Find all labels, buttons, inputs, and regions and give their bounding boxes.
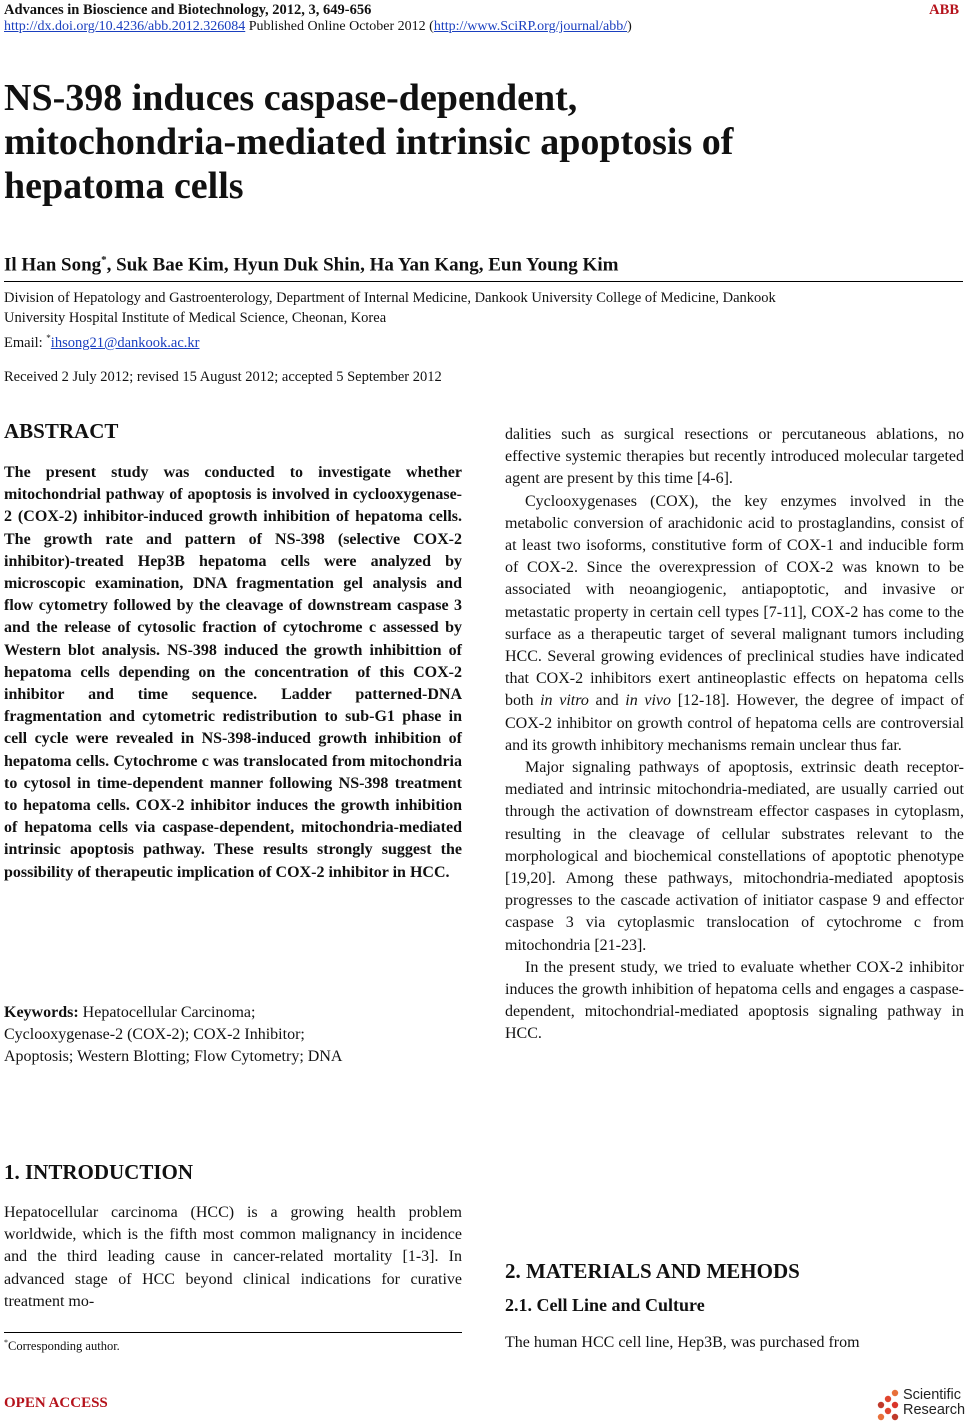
affiliation xyxy=(4,288,964,353)
keywords-label: Keywords: xyxy=(4,1004,79,1021)
abstract-text xyxy=(4,462,462,884)
title-line-1: NS-398 induces caspase-dependent, xyxy=(4,77,578,119)
abstract-paragraph: The present study was conducted to investigate whether mitochondrial pathway of apoptosis is involved in cyclooxygenase-2 (COX-2) inhibitor-induced growth inhibition of hepatoma cells. The growth rate and pattern of NS-398 (selective COX-2 inhibitor)-treated Hep3B hepatoma cells were analyzed by microscopic examination, DNA fragmentation gel analysis and flow cytometry followed by the cleavage of downstream caspase 3 and the release of cytosolic fraction of cytochrome c assessed by Western blot analysis. NS-398 induced the growth inhibittion of hepatoma cells depending on the concentration of this COX-2 inhibitor and time sequence. Ladder patterned-DNA fragmentation and cytometric redistribution to sub-G1 phase in cell cycle were revealed in NS-398-induced growth inhibition of hepatoma cells. Cytochrome c was translocated from mitochondria to cytosol in time-dependent manner following NS-398 treatment to hepatoma cells. COX-2 inhibitor induces the growth inhibition of hepatoma cells via caspase-dependent, mitochondria-mediated intrinsic apoptosis pathway. These results strongly suggest the possibility of therapeutic implication of COX-2 inhibitor in HCC. xyxy=(4,464,462,881)
intro-paragraph-3: Major signaling pathways of apoptosis, extrinsic death receptor-mediated and intrinsic mitochondria-mediated, are usually carried out through the activation of downstream effector caspases in cytoplasm, resulting in the cleavage of cellular substrates relevant to the morphological and biochemical constellations of apoptotic phenotype [19,20]. Among these pathways, mitochondria-mediated apoptosis progresses to the cascade activation of initiator caspase 9 and effector caspase 3 via cytoplasmic translocation of cytochrome c from mitochondria [21-23]. xyxy=(505,759,964,954)
footnote-rule xyxy=(4,1332,462,1333)
intro-paragraph-2: Cyclooxygenases (COX), the key enzymes involved in the metabolic conversion of arachidonic acid to prostaglandins, consist of at least two isoforms, constitutive form of COX-1 and inducible form of COX-2. Since the overexpression of COX-2 was known to be associated with neoangiogenic, antiapoptotic, and invasive or metastatic property in certain cell types [7-11], COX-2 has come to the surface as a therapeutic target of several malignant tumors including HCC. Several growing evidences of preclinical studies have indicated that COX-2 inhibitors exert antineoplastic effects on hepatoma cells both in vitro and in vivo [12-18]. However, the degree of impact of COX-2 inhibitor on growth control of hepatoma cells are controversial and its growth inhibitory mechanisms remain unclear thus far. xyxy=(505,492,965,754)
cell-line-text xyxy=(505,1332,964,1354)
email-link[interactable]: ihsong21@dankook.ac.kr xyxy=(50,334,200,351)
email-mark: * xyxy=(46,333,51,343)
in-vitro: in vitro xyxy=(540,692,589,710)
publisher-name: Scientific Research xyxy=(903,1387,966,1418)
footnote-text: Corresponding author. xyxy=(8,1339,120,1354)
first-author: Il Han Song xyxy=(4,254,102,276)
intro-paragraph-1-cont: dalities such as surgical resections or percutaneous ablations, no effective systemic therapies but recently introduced molecular targeted agent are present by this time [4-6]. xyxy=(505,426,964,488)
open-access-label: OPEN ACCESS xyxy=(4,1395,108,1411)
in-vivo: in vivo xyxy=(625,692,672,710)
journal-link[interactable]: http://www.SciRP.org/journal/abb/ xyxy=(433,19,628,34)
email-line xyxy=(4,328,964,353)
keywords-first: Hepatocellular Carcinoma; xyxy=(78,1004,256,1021)
affiliation-line-2: University Hospital Institute of Medical Science, Cheonan, Korea xyxy=(4,310,387,326)
paper-title xyxy=(4,76,954,208)
intro-heading: 1. INTRODUCTION xyxy=(4,1160,194,1184)
journal-abbr: ABB xyxy=(929,2,959,18)
published-text: Published Online October 2012 ( xyxy=(245,19,434,34)
author-list xyxy=(4,254,618,276)
keywords-line-3: Apoptosis; Western Blotting; Flow Cytometry; DNA xyxy=(4,1048,343,1066)
affiliation-line-1: Division of Hepatology and Gastroenterology, Department of Internal Medicine, Dankook University College of Medicine, Dankook xyxy=(4,290,776,306)
email-label: Email: xyxy=(4,334,47,351)
intro-right xyxy=(505,424,964,1046)
author-rule xyxy=(4,281,963,282)
abstract-heading: ABSTRACT xyxy=(4,419,119,443)
title-line-3: hepatoma cells xyxy=(4,165,244,207)
journal-header: Advances in Bioscience and Biotechnology, 2012, 3, 649-656 xyxy=(4,2,372,18)
keywords-line-2: Cyclooxygenase-2 (COX-2); COX-2 Inhibitor; xyxy=(4,1026,305,1044)
intro-left xyxy=(4,1202,462,1313)
publisher-logo-icon xyxy=(875,1387,901,1421)
close-paren: ) xyxy=(627,19,632,34)
publisher-logo xyxy=(875,1387,965,1423)
corresponding-mark: * xyxy=(101,254,107,266)
footnote xyxy=(4,1338,120,1354)
keywords-line-1 xyxy=(4,1002,462,1024)
keywords xyxy=(4,1002,462,1069)
other-authors: , Suk Bae Kim, Hyun Duk Shin, Ha Yan Kang, Eun Young Kim xyxy=(106,254,619,276)
intro-paragraph-4: In the present study, we tried to evaluate whether COX-2 inhibitor induces the growth inhibition of hepatoma cells and engages a caspase-dependent, mitochondrial-mediated apoptosis signaling pathway in HCC. xyxy=(505,958,964,1043)
title-line-2: mitochondria-mediated intrinsic apoptosis of xyxy=(4,121,734,163)
doi-link[interactable]: http://dx.doi.org/10.4236/abb.2012.326084 xyxy=(4,19,246,34)
received-dates: Received 2 July 2012; revised 15 August 2012; accepted 5 September 2012 xyxy=(4,369,442,385)
publication-line xyxy=(4,19,632,35)
footnote-mark: * xyxy=(4,1338,8,1347)
methods-heading: 2. MATERIALS AND MEHODS xyxy=(505,1259,800,1283)
cell-line-heading: 2.1. Cell Line and Culture xyxy=(505,1295,705,1315)
cell-line-paragraph: The human HCC cell line, Hep3B, was purchased from xyxy=(505,1334,860,1351)
intro-paragraph-1: Hepatocellular carcinoma (HCC) is a growing health problem worldwide, which is the fifth most common malignancy in incidence and the third leading cause in cancer-related mortality [1-3]. In advanced stage of HCC beyond clinical indications for curative treatment mo- xyxy=(4,1204,462,1310)
